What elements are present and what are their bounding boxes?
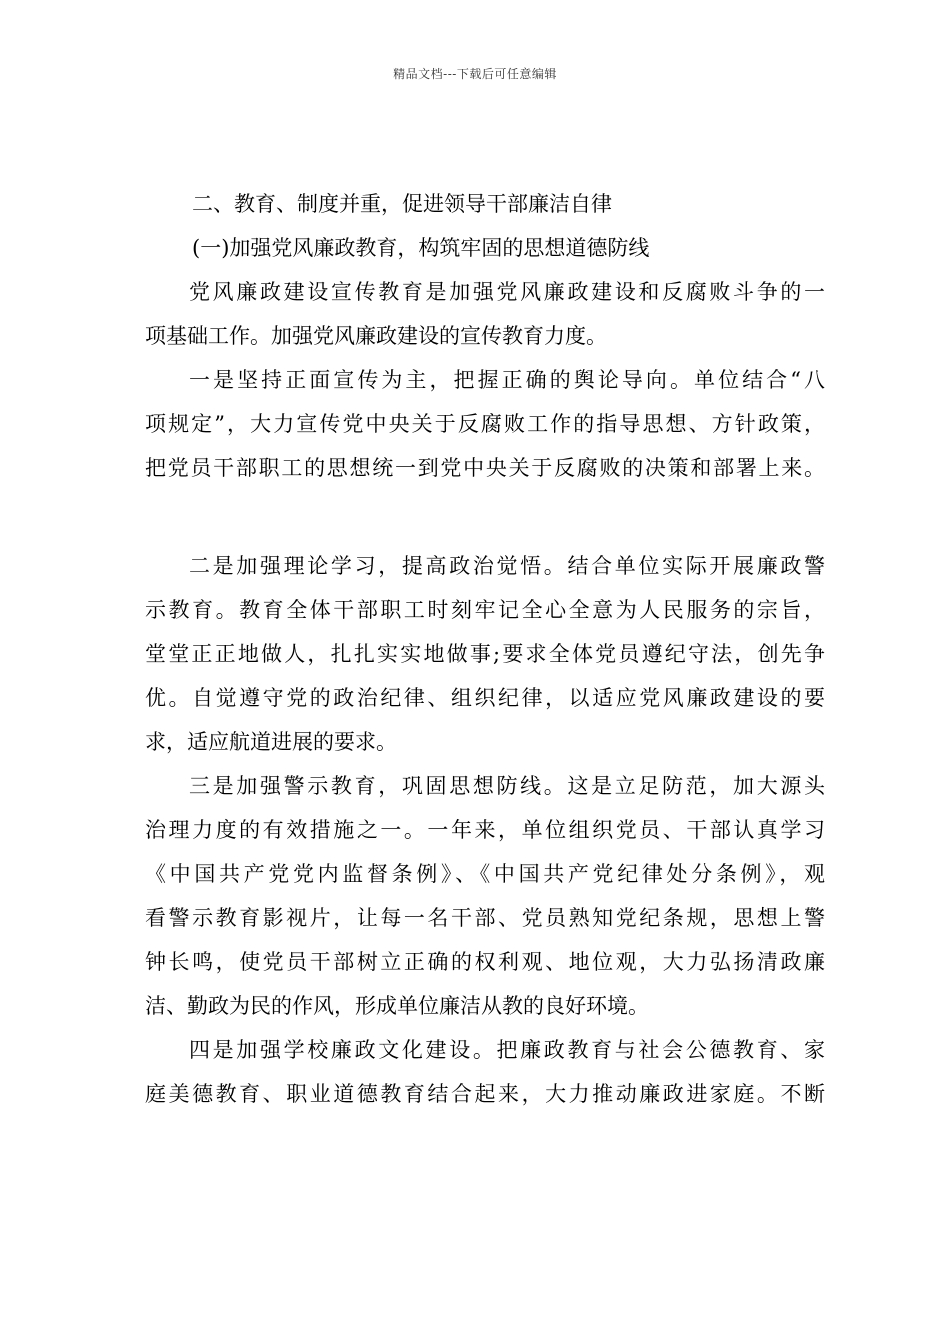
paragraph-line: 四是加强学校廉政文化建设。把廉政教育与社会公德教育、家 [189,1038,825,1062]
paragraph-line: 钟长鸣，使党员干部树立正确的权利观、地位观，大力弘扬清政廉 [145,950,825,974]
paragraph-line: 党风廉政建设宣传教育是加强党风廉政建设和反腐败斗争的一 [189,280,825,304]
paragraph-line: 《中国共产党党内监督条例》、《中国共产党纪律处分条例》，观 [145,862,825,886]
subsection-heading: (一)加强党风廉政教育，构筑牢固的思想道德防线 [192,236,650,260]
paragraph-line: 堂堂正正地做人，扎扎实实地做事;要求全体党员遵纪守法，创先争 [145,642,825,666]
paragraph-3 [145,544,825,764]
paragraph-2 [145,358,825,490]
paragraph-4 [145,764,825,1028]
paragraph-line: 三是加强警示教育，巩固思想防线。这是立足防范，加大源头 [189,774,825,798]
paragraph-5 [145,1028,825,1116]
paragraph-line: 二是加强理论学习，提高政治觉悟。结合单位实际开展廉政警 [189,554,825,578]
paragraph-line: 洁、勤政为民的作风，形成单位廉洁从教的良好环境。 [145,994,649,1018]
page-header: 精品文档---下载后可任意编辑 [393,67,557,81]
paragraph-line: 看警示教育影视片，让每一名干部、党员熟知党纪条规，思想上警 [145,906,825,930]
paragraph-line: 优。自觉遵守党的政治纪律、组织纪律，以适应党风廉政建设的要 [145,686,825,710]
paragraph-line: 项规定”，大力宣传党中央关于反腐败工作的指导思想、方针政策， [145,412,825,436]
paragraph-line: 治理力度的有效措施之一。一年来，单位组织党员、干部认真学习 [145,818,825,842]
paragraph-gap [145,490,825,544]
paragraph-line: 把党员干部职工的思想统一到党中央关于反腐败的决策和部署上来。 [145,456,825,480]
paragraph-line: 一是坚持正面宣传为主，把握正确的舆论导向。单位结合“八 [189,368,825,392]
paragraph-line: 庭美德教育、职业道德教育结合起来，大力推动廉政进家庭。不断 [145,1082,825,1106]
paragraph-1 [145,270,825,358]
paragraph-line: 示教育。教育全体干部职工时刻牢记全心全意为人民服务的宗旨， [145,598,825,622]
paragraph-line: 项基础工作。加强党风廉政建设的宣传教育力度。 [145,324,607,348]
section-heading: 二、教育、制度并重，促进领导干部廉洁自律 [192,192,612,216]
document-body [145,182,825,1116]
paragraph-line: 求，适应航道进展的要求。 [145,730,397,754]
